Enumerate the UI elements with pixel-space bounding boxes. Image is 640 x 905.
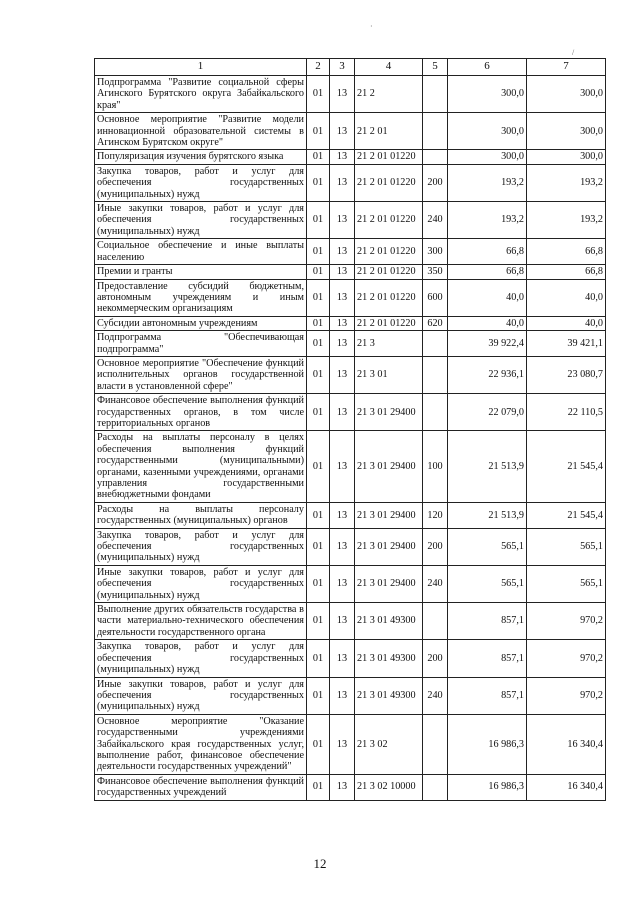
subsection-code-cell: 13 (330, 640, 355, 677)
target-article-cell: 21 2 01 01220 (355, 265, 423, 279)
row-name-cell: Расходы на выплаты персоналу государственных (муниципальных) органов (95, 502, 307, 528)
table-row (95, 202, 606, 239)
row-name-cell: Основное мероприятие "Развитие модели инновационной образовательной системы в Агинском Бурятском округе" (95, 113, 307, 150)
table-row (95, 565, 606, 602)
amount-year1-cell: 16 986,3 (448, 774, 527, 800)
amount-year2-cell: 16 340,4 (527, 714, 606, 774)
table-row (95, 239, 606, 265)
expense-type-cell: 100 (423, 431, 448, 502)
amount-year2-cell: 565,1 (527, 528, 606, 565)
row-name-cell: Основное мероприятие "Обеспечение функций исполнительных органов государственной власти в установленной сфере" (95, 356, 307, 393)
expense-type-cell: 240 (423, 677, 448, 714)
subsection-code-cell: 13 (330, 265, 355, 279)
row-name-cell: Иные закупки товаров, работ и услуг для обеспечения государственных (муниципальных) нужд (95, 677, 307, 714)
expense-type-cell (423, 774, 448, 800)
amount-year2-cell: 39 421,1 (527, 331, 606, 357)
section-code-cell: 01 (307, 202, 330, 239)
table-row (95, 265, 606, 279)
amount-year1-cell: 21 513,9 (448, 502, 527, 528)
subsection-code-cell: 13 (330, 113, 355, 150)
amount-year2-cell: 300,0 (527, 150, 606, 164)
amount-year2-cell: 565,1 (527, 565, 606, 602)
subsection-code-cell: 13 (330, 331, 355, 357)
subsection-code-cell: 13 (330, 394, 355, 431)
section-code-cell: 01 (307, 640, 330, 677)
subsection-code-cell: 13 (330, 431, 355, 502)
table-row (95, 528, 606, 565)
subsection-code-cell: 13 (330, 202, 355, 239)
subsection-code-cell: 13 (330, 502, 355, 528)
target-article-cell: 21 2 (355, 76, 423, 113)
subsection-code-cell: 13 (330, 316, 355, 330)
row-name-cell: Закупка товаров, работ и услуг для обеспечения государственных (муниципальных) нужд (95, 528, 307, 565)
target-article-cell: 21 3 01 29400 (355, 565, 423, 602)
row-name-cell: Подпрограмма "Обеспечивающая подпрограмма" (95, 331, 307, 357)
header-cell: 7 (527, 59, 606, 76)
expense-type-cell: 200 (423, 164, 448, 201)
amount-year2-cell: 21 545,4 (527, 502, 606, 528)
expense-type-cell: 300 (423, 239, 448, 265)
amount-year1-cell: 565,1 (448, 528, 527, 565)
expense-type-cell (423, 356, 448, 393)
section-code-cell: 01 (307, 164, 330, 201)
target-article-cell: 21 3 02 (355, 714, 423, 774)
amount-year2-cell: 300,0 (527, 113, 606, 150)
expense-type-cell (423, 394, 448, 431)
expense-type-cell: 620 (423, 316, 448, 330)
amount-year1-cell: 565,1 (448, 565, 527, 602)
target-article-cell: 21 2 01 01220 (355, 316, 423, 330)
expense-type-cell (423, 150, 448, 164)
section-code-cell: 01 (307, 113, 330, 150)
amount-year1-cell: 857,1 (448, 603, 527, 640)
amount-year1-cell: 857,1 (448, 677, 527, 714)
table-body (95, 59, 606, 801)
amount-year2-cell: 970,2 (527, 603, 606, 640)
row-name-cell: Финансовое обеспечение выполнения функций государственных учреждений (95, 774, 307, 800)
budget-table (94, 58, 606, 801)
target-article-cell: 21 2 01 01220 (355, 202, 423, 239)
target-article-cell: 21 2 01 (355, 113, 423, 150)
section-code-cell: 01 (307, 677, 330, 714)
amount-year1-cell: 66,8 (448, 239, 527, 265)
subsection-code-cell: 13 (330, 150, 355, 164)
subsection-code-cell: 13 (330, 528, 355, 565)
amount-year1-cell: 193,2 (448, 202, 527, 239)
expense-type-cell: 240 (423, 565, 448, 602)
amount-year1-cell: 66,8 (448, 265, 527, 279)
subsection-code-cell: 13 (330, 356, 355, 393)
amount-year2-cell: 23 080,7 (527, 356, 606, 393)
amount-year1-cell: 21 513,9 (448, 431, 527, 502)
row-name-cell: Субсидии автономным учреждениям (95, 316, 307, 330)
header-cell: 2 (307, 59, 330, 76)
expense-type-cell: 200 (423, 640, 448, 677)
amount-year1-cell: 193,2 (448, 164, 527, 201)
subsection-code-cell: 13 (330, 565, 355, 602)
amount-year1-cell: 300,0 (448, 113, 527, 150)
table-row (95, 316, 606, 330)
section-code-cell: 01 (307, 356, 330, 393)
table-row (95, 76, 606, 113)
amount-year2-cell: 300,0 (527, 76, 606, 113)
table-row (95, 150, 606, 164)
row-name-cell: Иные закупки товаров, работ и услуг для обеспечения государственных (муниципальных) нужд (95, 202, 307, 239)
target-article-cell: 21 3 01 29400 (355, 431, 423, 502)
amount-year2-cell: 40,0 (527, 279, 606, 316)
amount-year2-cell: 66,8 (527, 265, 606, 279)
expense-type-cell (423, 331, 448, 357)
section-code-cell: 01 (307, 774, 330, 800)
table-row (95, 640, 606, 677)
amount-year1-cell: 40,0 (448, 316, 527, 330)
table-row (95, 113, 606, 150)
expense-type-cell: 120 (423, 502, 448, 528)
amount-year1-cell: 39 922,4 (448, 331, 527, 357)
expense-type-cell (423, 714, 448, 774)
table-row (95, 677, 606, 714)
row-name-cell: Социальное обеспечение и иные выплаты населению (95, 239, 307, 265)
row-name-cell: Выполнение других обязательств государства в части материально-технического обеспечения деятельности государственного органа (95, 603, 307, 640)
section-code-cell: 01 (307, 431, 330, 502)
expense-type-cell (423, 113, 448, 150)
expense-type-cell: 200 (423, 528, 448, 565)
target-article-cell: 21 3 01 49300 (355, 640, 423, 677)
target-article-cell: 21 3 01 29400 (355, 528, 423, 565)
target-article-cell: 21 3 01 49300 (355, 677, 423, 714)
row-name-cell: Финансовое обеспечение выполнения функций государственных органов, в том числе территориальных органов (95, 394, 307, 431)
section-code-cell: 01 (307, 150, 330, 164)
row-name-cell: Премии и гранты (95, 265, 307, 279)
section-code-cell: 01 (307, 239, 330, 265)
amount-year2-cell: 193,2 (527, 164, 606, 201)
section-code-cell: 01 (307, 316, 330, 330)
subsection-code-cell: 13 (330, 677, 355, 714)
header-cell: 1 (95, 59, 307, 76)
subsection-code-cell: 13 (330, 774, 355, 800)
amount-year1-cell: 22 936,1 (448, 356, 527, 393)
amount-year1-cell: 16 986,3 (448, 714, 527, 774)
section-code-cell: 01 (307, 528, 330, 565)
table-header-row (95, 59, 606, 76)
scan-mark: · (370, 22, 373, 31)
amount-year1-cell: 857,1 (448, 640, 527, 677)
row-name-cell: Предоставление субсидий бюджетным, автономным учреждениям и иным некоммерческим организациям (95, 279, 307, 316)
section-code-cell: 01 (307, 279, 330, 316)
target-article-cell: 21 3 (355, 331, 423, 357)
row-name-cell: Иные закупки товаров, работ и услуг для обеспечения государственных (муниципальных) нужд (95, 565, 307, 602)
expense-type-cell: 240 (423, 202, 448, 239)
amount-year1-cell: 300,0 (448, 76, 527, 113)
row-name-cell: Основное мероприятие "Оказание государственными учреждениями Забайкальского края государственных услуг, выполнение работ, финансовое обеспечение деятельности государственных учреждений" (95, 714, 307, 774)
target-article-cell: 21 3 01 (355, 356, 423, 393)
section-code-cell: 01 (307, 265, 330, 279)
table-row (95, 502, 606, 528)
section-code-cell: 01 (307, 714, 330, 774)
target-article-cell: 21 2 01 01220 (355, 164, 423, 201)
row-name-cell: Расходы на выплаты персоналу в целях обеспечения выполнения функций государственными (муниципальными) органами, казенными учреждениями, органами управления государственными внебюджетными фондами (95, 431, 307, 502)
table-row (95, 431, 606, 502)
target-article-cell: 21 2 01 01220 (355, 279, 423, 316)
header-cell: 3 (330, 59, 355, 76)
subsection-code-cell: 13 (330, 76, 355, 113)
amount-year2-cell: 193,2 (527, 202, 606, 239)
table-row (95, 279, 606, 316)
scan-mark: / (572, 48, 575, 57)
section-code-cell: 01 (307, 394, 330, 431)
target-article-cell: 21 3 01 29400 (355, 394, 423, 431)
target-article-cell: 21 3 01 49300 (355, 603, 423, 640)
target-article-cell: 21 3 01 29400 (355, 502, 423, 528)
amount-year2-cell: 21 545,4 (527, 431, 606, 502)
target-article-cell: 21 3 02 10000 (355, 774, 423, 800)
row-name-cell: Закупка товаров, работ и услуг для обеспечения государственных (муниципальных) нужд (95, 164, 307, 201)
table-row (95, 774, 606, 800)
table-row (95, 603, 606, 640)
table-row (95, 164, 606, 201)
section-code-cell: 01 (307, 565, 330, 602)
amount-year2-cell: 970,2 (527, 677, 606, 714)
amount-year1-cell: 40,0 (448, 279, 527, 316)
row-name-cell: Подпрограмма "Развитие социальной сферы Агинского Бурятского округа Забайкальского края" (95, 76, 307, 113)
row-name-cell: Популяризация изучения бурятского языка (95, 150, 307, 164)
row-name-cell: Закупка товаров, работ и услуг для обеспечения государственных (муниципальных) нужд (95, 640, 307, 677)
subsection-code-cell: 13 (330, 603, 355, 640)
header-cell: 6 (448, 59, 527, 76)
amount-year2-cell: 22 110,5 (527, 394, 606, 431)
subsection-code-cell: 13 (330, 164, 355, 201)
expense-type-cell (423, 603, 448, 640)
table-row (95, 394, 606, 431)
amount-year2-cell: 970,2 (527, 640, 606, 677)
table-row (95, 356, 606, 393)
expense-type-cell: 600 (423, 279, 448, 316)
amount-year2-cell: 16 340,4 (527, 774, 606, 800)
section-code-cell: 01 (307, 502, 330, 528)
target-article-cell: 21 2 01 01220 (355, 150, 423, 164)
expense-type-cell: 350 (423, 265, 448, 279)
subsection-code-cell: 13 (330, 714, 355, 774)
amount-year1-cell: 300,0 (448, 150, 527, 164)
section-code-cell: 01 (307, 331, 330, 357)
target-article-cell: 21 2 01 01220 (355, 239, 423, 265)
page-number: 12 (313, 856, 327, 871)
subsection-code-cell: 13 (330, 279, 355, 316)
subsection-code-cell: 13 (330, 239, 355, 265)
table-row (95, 714, 606, 774)
table-row (95, 331, 606, 357)
amount-year1-cell: 22 079,0 (448, 394, 527, 431)
amount-year2-cell: 66,8 (527, 239, 606, 265)
header-cell: 5 (423, 59, 448, 76)
section-code-cell: 01 (307, 76, 330, 113)
section-code-cell: 01 (307, 603, 330, 640)
expense-type-cell (423, 76, 448, 113)
amount-year2-cell: 40,0 (527, 316, 606, 330)
header-cell: 4 (355, 59, 423, 76)
